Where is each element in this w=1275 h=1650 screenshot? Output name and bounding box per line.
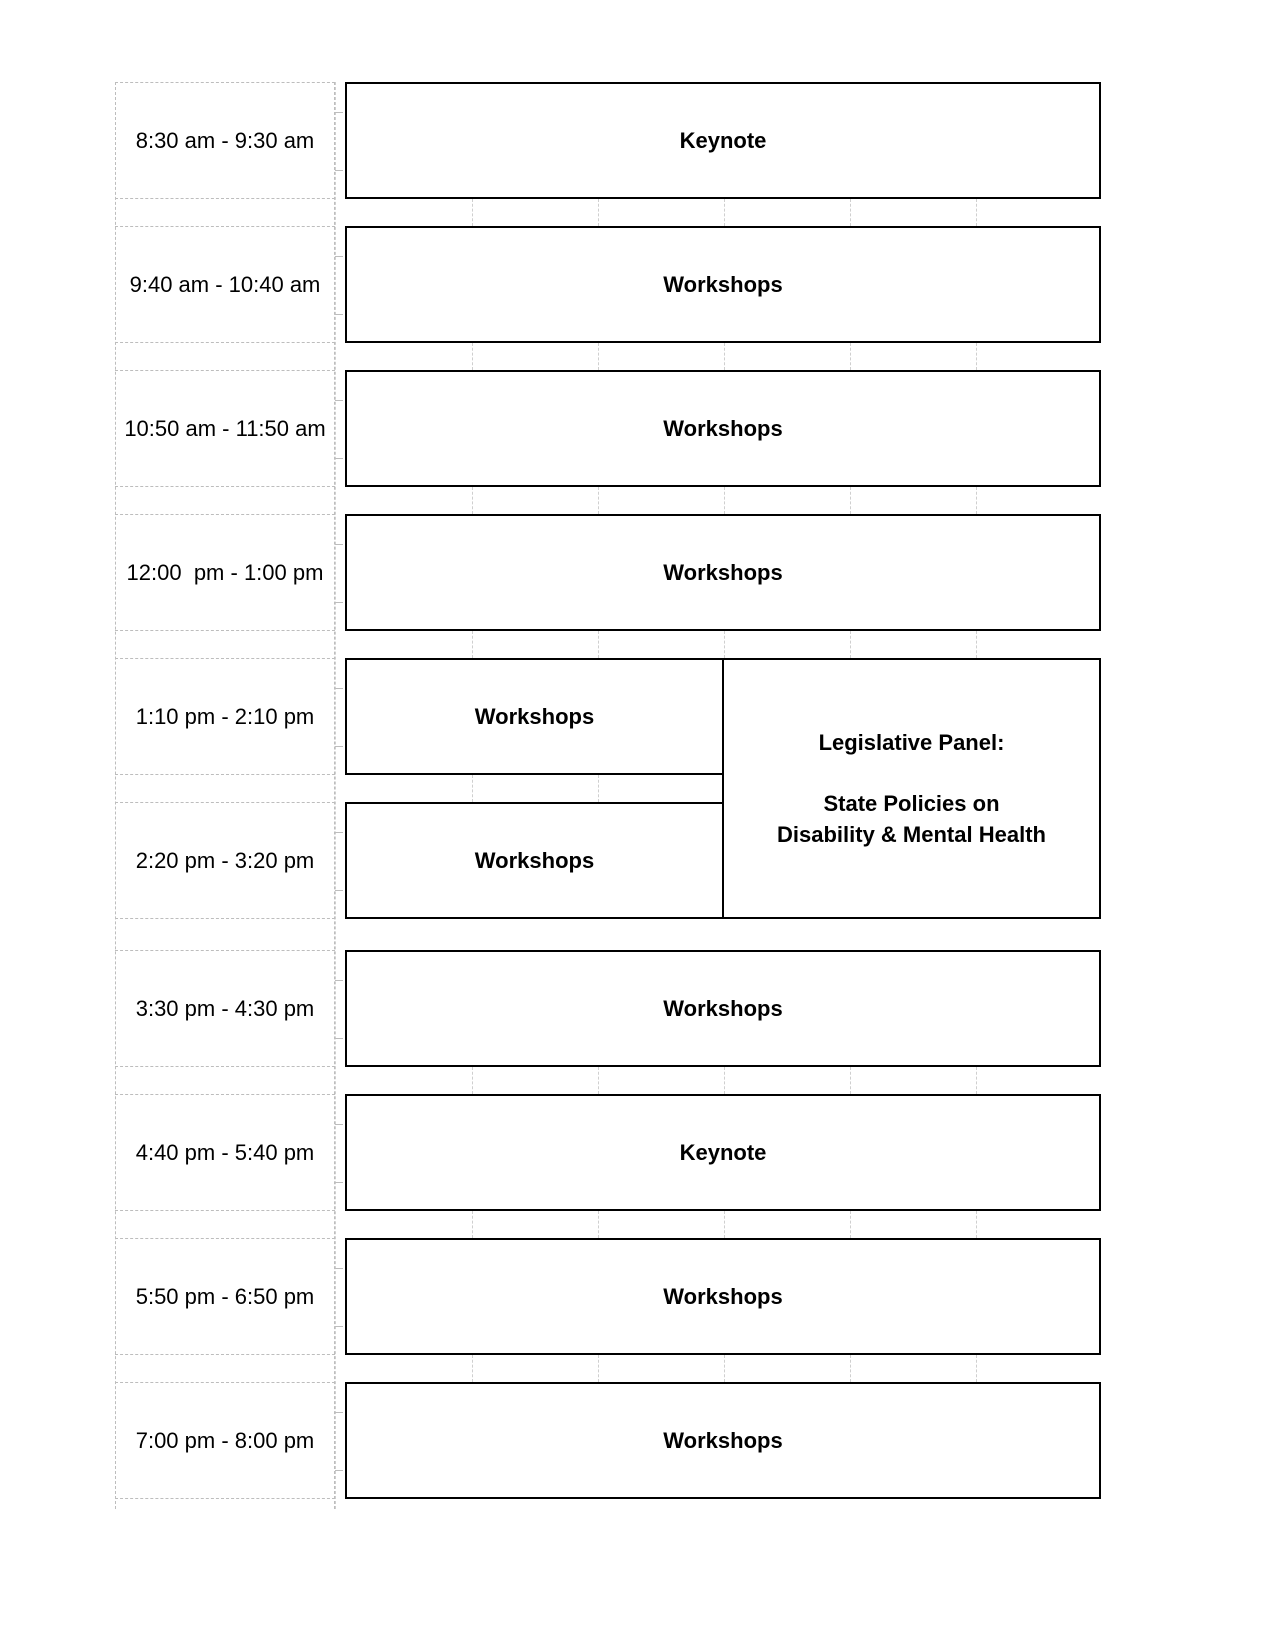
tick [335,544,343,545]
time-slot-10: 7:00 pm - 8:00 pm [115,1382,335,1499]
panel-line-1: State Policies on [823,791,1000,816]
tick [335,256,343,257]
grid-line [976,1067,977,1094]
tick [335,832,343,833]
grid-line [472,199,473,226]
grid-line [472,631,473,658]
tick [335,1470,343,1471]
tick [335,1038,343,1039]
event-block-7: Workshops [345,950,1101,1067]
grid-line [724,487,725,514]
event-block-2: Workshops [345,226,1101,343]
time-slot-7: 3:30 pm - 4:30 pm [115,950,335,1067]
grid-line [472,775,473,802]
grid-line [598,1355,599,1382]
grid-line [724,631,725,658]
tick [335,1326,343,1327]
legislative-panel-block [722,658,1101,919]
tick [335,688,343,689]
grid-line [850,487,851,514]
grid-line [976,1355,977,1382]
grid-line [724,1067,725,1094]
panel-text [777,727,1046,850]
event-block-8: Keynote [345,1094,1101,1211]
tick [335,1182,343,1183]
grid-line [472,1355,473,1382]
grid-line [976,631,977,658]
time-slot-2: 9:40 am - 10:40 am [115,226,335,343]
grid-line [850,199,851,226]
tick [335,170,343,171]
tick [335,314,343,315]
time-slot-6: 2:20 pm - 3:20 pm [115,802,335,919]
tick [335,746,343,747]
grid-line [598,487,599,514]
grid-line [850,1211,851,1238]
grid-line [724,1211,725,1238]
grid-line [850,631,851,658]
tick [335,890,343,891]
tick [335,112,343,113]
time-slot-9: 5:50 pm - 6:50 pm [115,1238,335,1355]
grid-line [472,1067,473,1094]
grid-line [472,487,473,514]
event-block-4: Workshops [345,514,1101,631]
grid-line [850,1355,851,1382]
event-block-10: Workshops [345,1382,1101,1499]
event-block-6: Workshops [345,802,724,919]
tick [335,1124,343,1125]
grid-line [976,343,977,370]
grid-line [976,1211,977,1238]
grid-line [598,631,599,658]
grid-line [598,343,599,370]
panel-line-2: Disability & Mental Health [777,822,1046,847]
grid-line [850,1067,851,1094]
grid-line [976,487,977,514]
event-block-5: Workshops [345,658,724,775]
tick [335,458,343,459]
grid-line [598,1067,599,1094]
tick [335,400,343,401]
time-slot-4: 12:00 pm - 1:00 pm [115,514,335,631]
grid-line [724,1355,725,1382]
time-slot-1: 8:30 am - 9:30 am [115,82,335,199]
grid-line [598,199,599,226]
grid-line [472,1211,473,1238]
grid-line [724,199,725,226]
tick [335,1412,343,1413]
panel-title: Legislative Panel: [818,730,1005,755]
time-slot-5: 1:10 pm - 2:10 pm [115,658,335,775]
time-slot-3: 10:50 am - 11:50 am [115,370,335,487]
event-block-9: Workshops [345,1238,1101,1355]
tick [335,980,343,981]
time-slot-8: 4:40 pm - 5:40 pm [115,1094,335,1211]
tick [335,602,343,603]
grid-line [598,775,599,802]
grid-line [850,343,851,370]
event-block-1: Keynote [345,82,1101,199]
grid-line [724,343,725,370]
time-column-divider [335,82,336,1509]
tick [335,1268,343,1269]
grid-line [598,1211,599,1238]
grid-line [976,199,977,226]
event-block-3: Workshops [345,370,1101,487]
grid-line [472,343,473,370]
